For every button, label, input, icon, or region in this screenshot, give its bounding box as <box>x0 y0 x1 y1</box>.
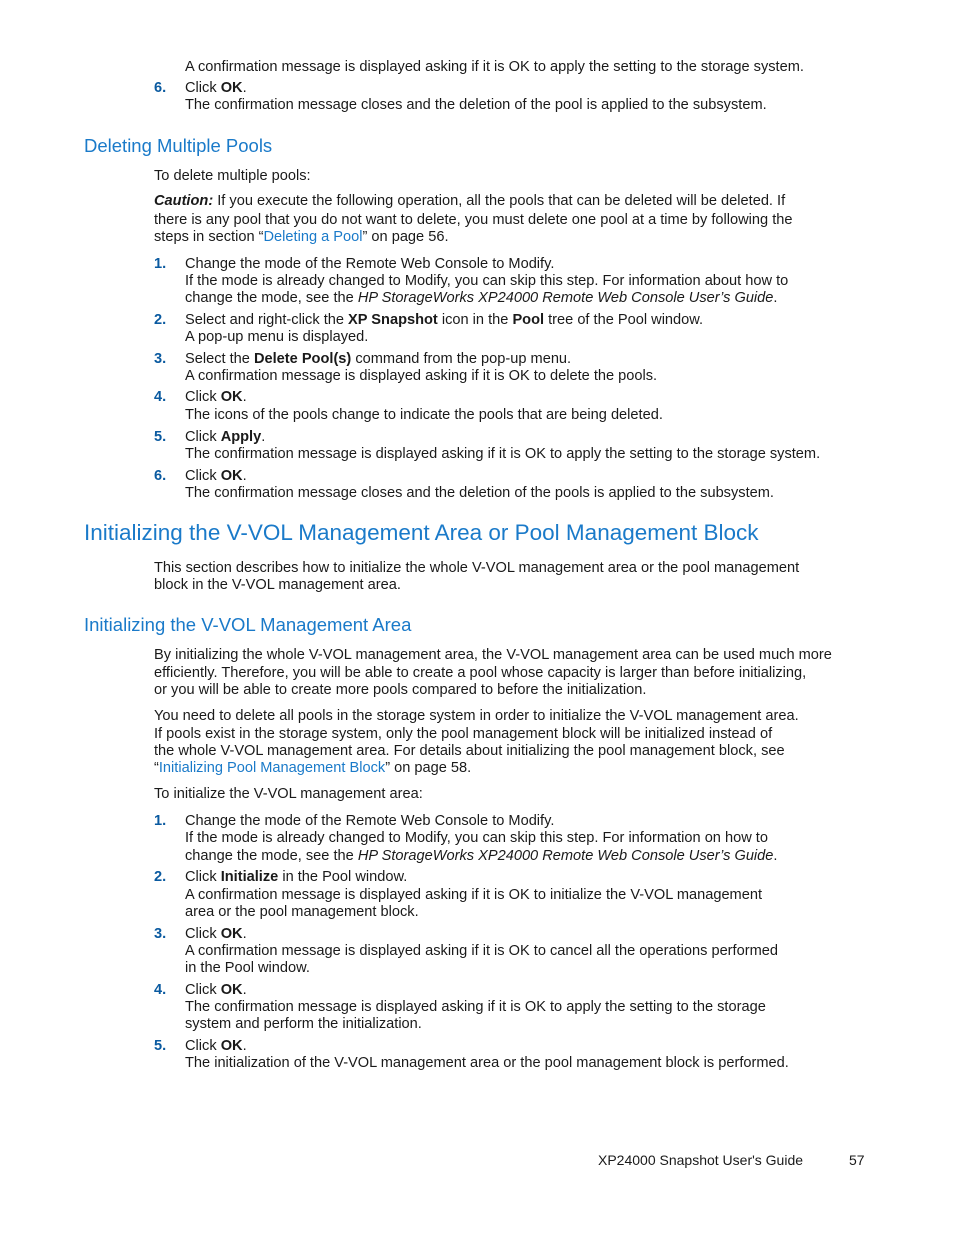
step-text: Select the Delete Pool(s) command from the pop-up menu. <box>185 351 572 367</box>
step-text: Click OK. <box>185 80 247 96</box>
step-desc: The confirmation message closes and the deletion of the pool is applied to the subsystem. <box>185 97 767 113</box>
paragraph-line: If pools exist in the storage system, only the pool management block will be initialized instead of <box>154 726 773 742</box>
intro-text: To initialize the V-VOL management area: <box>154 786 423 802</box>
step-desc: If the mode is already changed to Modify, you can skip this step. For information on how to <box>185 830 768 846</box>
step-desc: The icons of the pools change to indicate the pools that are being deleted. <box>185 407 663 423</box>
step-desc: The initialization of the V-VOL management area or the pool management block is performed. <box>185 1055 789 1071</box>
paragraph-line: efficiently. Therefore, you will be able to create a pool whose capacity is larger than before initializing, <box>154 665 807 681</box>
step-number: 5. <box>154 429 167 445</box>
step-desc: A pop-up menu is displayed. <box>185 329 369 345</box>
paragraph-line: “Initializing Pool Management Block” on page 58. <box>154 760 472 776</box>
step-text: Click OK. <box>185 926 247 942</box>
section-heading: Initializing the V-VOL Management Area <box>84 614 412 635</box>
footer-guide-title: XP24000 Snapshot User's Guide <box>598 1152 804 1168</box>
step-desc: in the Pool window. <box>185 960 310 976</box>
section-desc: This section describes how to initialize the whole V-VOL management area or the pool management <box>154 560 800 576</box>
section-heading: Deleting Multiple Pools <box>84 135 273 156</box>
caution-line: there is any pool that you do not want to delete, you must delete one pool at a time by following the <box>154 212 793 228</box>
caution-line: steps in section “Deleting a Pool” on page 56. <box>154 229 449 245</box>
step-text: Click OK. <box>185 1038 247 1054</box>
step-text: Click OK. <box>185 389 247 405</box>
step-text: Change the mode of the Remote Web Console to Modify. <box>185 813 555 829</box>
step-number: 3. <box>154 351 167 367</box>
step-number: 3. <box>154 926 167 942</box>
step-number: 4. <box>154 982 167 998</box>
step-desc: area or the pool management block. <box>185 904 419 920</box>
caution-line: Caution: If you execute the following operation, all the pools that can be deleted will be deleted. If <box>154 193 786 209</box>
deleting-a-pool-link[interactable]: Deleting a Pool <box>263 229 363 245</box>
step-text: Click OK. <box>185 468 247 484</box>
section-desc: block in the V-VOL management area. <box>154 577 401 593</box>
step-desc: The confirmation message is displayed asking if it is OK to apply the setting to the storage system. <box>185 446 821 462</box>
step-desc: If the mode is already changed to Modify, you can skip this step. For information about how to <box>185 273 789 289</box>
step-desc: A confirmation message is displayed asking if it is OK to initialize the V-VOL management <box>185 887 763 903</box>
step-number: 2. <box>154 869 167 885</box>
step-text: Click Apply. <box>185 429 266 445</box>
paragraph-line: the whole V-VOL management area. For details about initializing the pool management block, see <box>154 743 785 759</box>
step-number: 1. <box>154 256 167 272</box>
step-desc: The confirmation message is displayed asking if it is OK to apply the setting to the storage <box>185 999 766 1015</box>
page-number: 57 <box>849 1152 865 1168</box>
step-text: Change the mode of the Remote Web Console to Modify. <box>185 256 555 272</box>
paragraph-line: By initializing the whole V-VOL management area, the V-VOL management area can be used much more <box>154 647 832 663</box>
confirm-text: A confirmation message is displayed asking if it is OK to apply the setting to the storage system. <box>185 59 804 75</box>
paragraph-line: You need to delete all pools in the storage system in order to initialize the V-VOL management area. <box>154 708 799 724</box>
chapter-heading: Initializing the V-VOL Management Area or Pool Management Block <box>84 520 759 545</box>
step-text: Click Initialize in the Pool window. <box>185 869 408 885</box>
step-number: 5. <box>154 1038 167 1054</box>
step-desc: A confirmation message is displayed asking if it is OK to cancel all the operations performed <box>185 943 778 959</box>
step-desc: A confirmation message is displayed asking if it is OK to delete the pools. <box>185 368 658 384</box>
step-number: 1. <box>154 813 167 829</box>
step-desc: system and perform the initialization. <box>185 1016 422 1032</box>
step-number: 6. <box>154 468 167 484</box>
step-number: 6. <box>154 80 167 96</box>
step-desc: The confirmation message closes and the deletion of the pools is applied to the subsystem. <box>185 485 774 501</box>
paragraph-line: or you will be able to create more pools compared to before the initialization. <box>154 682 647 698</box>
step-desc: change the mode, see the HP StorageWorks XP24000 Remote Web Console User’s Guide. <box>185 290 778 306</box>
step-text: Click OK. <box>185 982 247 998</box>
step-number: 4. <box>154 389 167 405</box>
intro-text: To delete multiple pools: <box>154 168 311 184</box>
step-desc: change the mode, see the HP StorageWorks XP24000 Remote Web Console User’s Guide. <box>185 848 778 864</box>
initializing-pool-management-block-link[interactable]: Initializing Pool Management Block <box>158 760 386 776</box>
step-number: 2. <box>154 312 167 328</box>
step-text: Select and right-click the XP Snapshot icon in the Pool tree of the Pool window. <box>185 312 704 328</box>
